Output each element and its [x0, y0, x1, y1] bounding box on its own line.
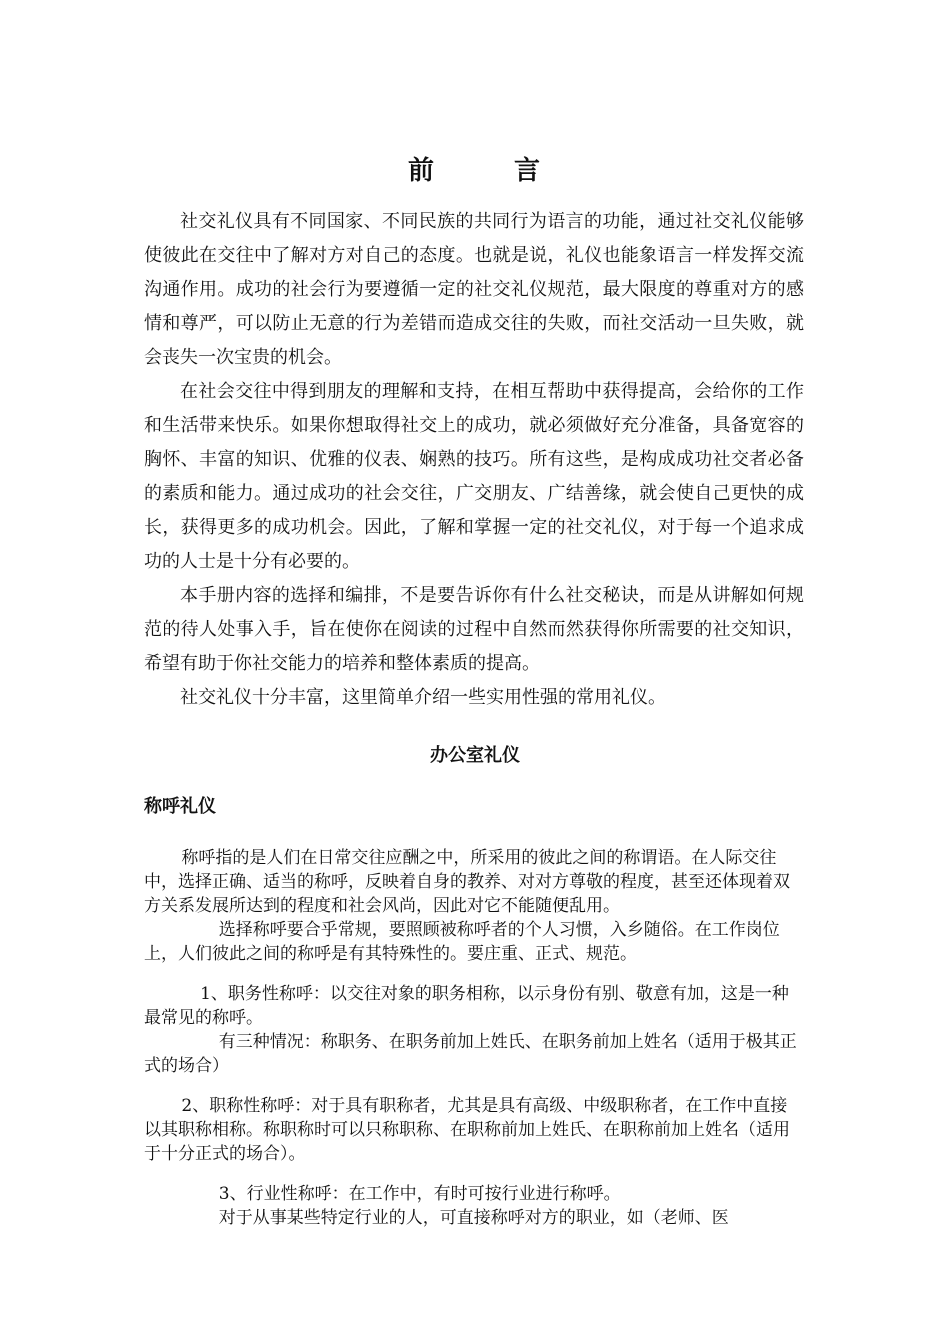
item-1-block — [144, 982, 804, 1078]
item-3-block — [144, 1182, 804, 1230]
item-3-paragraph: 3、行业性称呼：在工作中，有时可按行业进行称呼。 — [218, 1184, 621, 1204]
preface-paragraph: 社交礼仪具有不同国家、不同民族的共同行为语言的功能，通过社交礼仪能够使彼此在交往中了解对方对自己的态度。也就是说，礼仪也能象语言一样发挥交流沟通作用。成功的社会行为要遵循一定的社交礼仪规范，最大限度的尊重对方的感情和尊严，可以防止无意的行为差错而造成交往的失败，而社交活动一旦失败，就会丧失一次宝贵的机会。 — [144, 211, 804, 368]
subsection-heading: 称呼礼仪 — [144, 796, 216, 817]
item-2-paragraph: 2、职称性称呼：对于具有职称者，尤其是具有高级、中级职称者，在工作中直接以其职称相称。称职称时可以只称职称、在职称前加上姓氏、在职称前加上姓名（适用于十分正式的场合）。 — [144, 1096, 790, 1164]
intro-block — [144, 846, 804, 966]
preface-paragraph: 本手册内容的选择和编排，不是要告诉你有什么社交秘诀，而是从讲解如何规范的待人处事入手，旨在使你在阅读的过程中自然而然获得你所需要的社交知识，希望有助于你社交能力的培养和整体素质的提高。 — [144, 585, 804, 674]
preface-paragraph: 在社会交往中得到朋友的理解和支持，在相互帮助中获得提高，会给你的工作和生活带来快乐。如果你想取得社交上的成功，就必须做好充分准备，具备宽容的胸怀、丰富的知识、优雅的仪表、娴熟的技巧。所有这些，是构成成功社交者必备的素质和能力。通过成功的社会交往，广交朋友、广结善缘，就会使自己更快的成长，获得更多的成功机会。因此，了解和掌握一定的社交礼仪，对于每一个追求成功的人士是十分有必要的。 — [144, 381, 804, 572]
rule-paragraph: 选择称呼要合乎常规，要照顾被称呼者的个人习惯，入乡随俗。在工作岗位上，人们彼此之间的称呼是有其特殊性的。要庄重、正式、规范。 — [144, 920, 780, 964]
item-1-detail: 有三种情况：称职务、在职务前加上姓氏、在职务前加上姓名（适用于极其正式的场合） — [144, 1032, 797, 1076]
item-1-paragraph: 1、职务性称呼：以交往对象的职务相称，以示身份有别、敬意有加，这是一种最常见的称呼。 — [144, 984, 789, 1028]
title-char-2: 言 — [514, 156, 543, 186]
preface-paragraph: 社交礼仪十分丰富，这里简单介绍一些实用性强的常用礼仪。 — [180, 687, 666, 708]
intro-paragraph: 称呼指的是人们在日常交往应酬之中，所采用的彼此之间的称谓语。在人际交往中，选择正确、适当的称呼，反映着自身的教养、对对方尊敬的程度，甚至还体现着双方关系发展所达到的程度和社会风尚，因此对它不能随便乱用。 — [144, 848, 790, 916]
item-3-detail: 对于从事某些特定行业的人，可直接称呼对方的职业，如（老师、医 — [218, 1208, 729, 1228]
item-2-block — [144, 1094, 804, 1166]
preface-body — [144, 205, 804, 715]
section-heading: 办公室礼仪 — [430, 745, 520, 766]
page-title — [0, 150, 950, 187]
title-char-1: 前 — [407, 156, 436, 186]
